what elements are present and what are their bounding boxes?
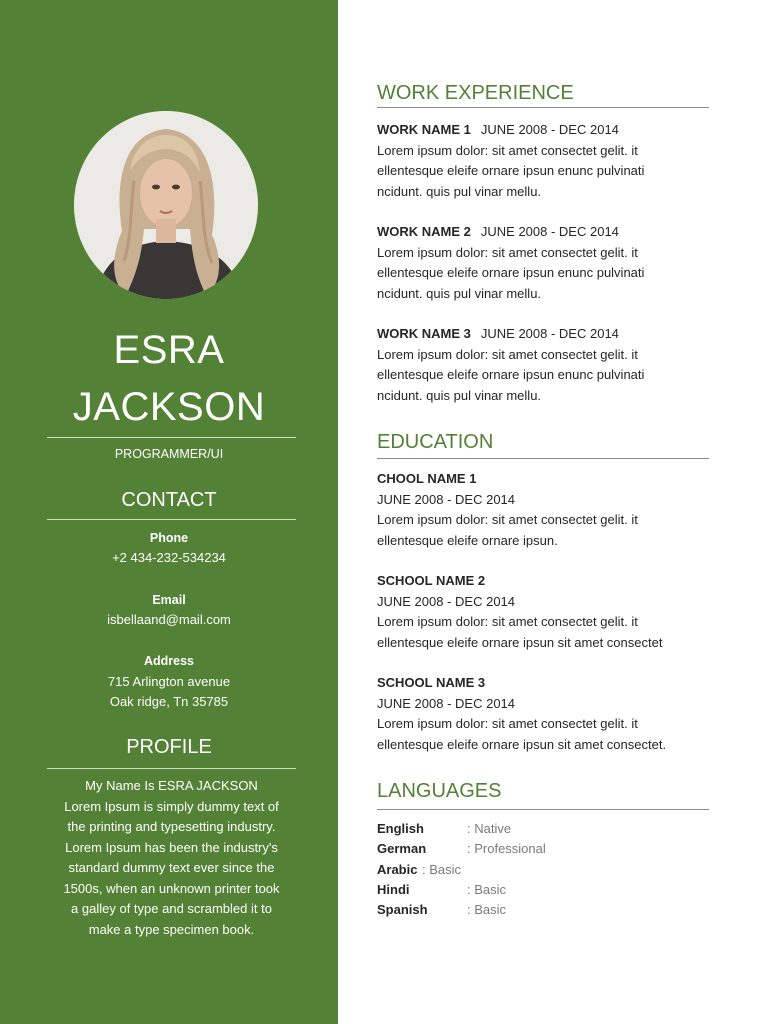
address-line-2: Oak ridge, Tn 35785 (109, 694, 229, 709)
school-desc-line: Lorem ipsum dolor: sit amet consectet gelit. it (377, 614, 638, 629)
work-title: WORK NAME 1 (377, 122, 471, 137)
work-entry (377, 120, 717, 202)
language-level: : Basic (467, 882, 507, 897)
work-entry (377, 222, 717, 304)
section-divider (377, 809, 709, 810)
address-label: Address (143, 654, 195, 668)
school-date: JUNE 2008 - DEC 2014 (377, 695, 516, 711)
work-desc-line: Lorem ipsum dolor: sit amet consectet gelit. it (377, 244, 638, 260)
school-date: JUNE 2008 - DEC 2014 (377, 593, 516, 609)
school-name: SCHOOL NAME 3 (377, 675, 486, 690)
profile-text (47, 776, 296, 940)
profile-line: Lorem Ipsum has been the industry's (65, 839, 278, 855)
work-desc-line: ncidunt. quis pul vinar mellu. (377, 285, 542, 301)
school-name: CHOOL NAME 1 (377, 471, 477, 486)
contact-heading: CONTACT (121, 489, 217, 511)
sidebar (0, 0, 338, 1024)
profile-line: a galley of type and scrambled it to (71, 901, 272, 916)
section-divider (377, 107, 709, 108)
work-desc-line: ellentesque eleife ornare ipsun enunc pulvinati (377, 367, 645, 382)
profile-line: 1500s, when an unknown printer took (63, 880, 280, 896)
work-desc-line: Lorem ipsum dolor: sit amet consectet gelit. it (377, 142, 638, 158)
phone-value: +2 434-232-534234 (112, 550, 226, 565)
work-experience-heading: WORK EXPERIENCE (377, 82, 574, 104)
education-entry (377, 673, 717, 755)
profile-heading: PROFILE (126, 736, 212, 758)
school-date: JUNE 2008 - DEC 2014 (377, 491, 516, 507)
work-title: WORK NAME 3 (377, 326, 471, 341)
language-row (377, 819, 511, 839)
work-desc-line: Lorem ipsum dolor: sit amet consectet gelit. it (377, 346, 638, 362)
language-level: : Basic (422, 862, 462, 877)
education-heading: EDUCATION (377, 431, 494, 453)
language-name: Arabic (377, 862, 418, 877)
language-row (377, 880, 506, 900)
language-level: : Native (467, 821, 512, 836)
work-date: JUNE 2008 - DEC 2014 (480, 224, 619, 239)
section-divider (377, 458, 709, 459)
work-date: JUNE 2008 - DEC 2014 (480, 122, 619, 137)
school-desc-line: Lorem ipsum dolor: sit amet consectet gelit. it (377, 512, 638, 527)
work-desc-line: ncidunt. quis pul vinar mellu. (377, 387, 542, 403)
language-row (377, 900, 506, 920)
languages-heading: LANGUAGES (377, 780, 502, 802)
work-desc-line: ellentesque eleife ornare ipsun enunc pulvinati (377, 265, 645, 280)
profile-line: standard dummy text ever since the (68, 860, 275, 875)
school-desc-line: ellentesque eleife ornare ipsun sit amet consectet (377, 634, 663, 650)
language-level: : Basic (467, 902, 507, 917)
work-desc-line: ncidunt. quis pul vinar mellu. (377, 183, 542, 199)
work-title: WORK NAME 2 (377, 224, 471, 239)
email-label: Email (152, 593, 186, 607)
language-name: German (377, 841, 427, 856)
profile-photo (74, 111, 258, 299)
profile-line: the printing and typesetting industry. (67, 819, 276, 834)
profile-line: My Name Is ESRA JACKSON (85, 778, 258, 793)
work-date: JUNE 2008 - DEC 2014 (480, 326, 619, 341)
language-row (377, 839, 546, 859)
education-entry (377, 469, 717, 551)
job-title: PROGRAMMER/UI (114, 447, 224, 461)
language-name: Hindi (377, 882, 410, 897)
language-name: English (377, 821, 424, 836)
last-name: JACKSON (72, 385, 266, 429)
divider (47, 437, 296, 438)
email-value: isbellaand@mail.com (107, 612, 231, 627)
language-name: Spanish (377, 902, 428, 917)
profile-line: Lorem Ipsum is simply dummy text of (64, 798, 279, 814)
first-name: ESRA (113, 328, 225, 372)
education-entry (377, 571, 717, 653)
divider (47, 768, 296, 769)
phone-label: Phone (149, 531, 189, 545)
work-desc-line: ellentesque eleife ornare ipsun enunc pulvinati (377, 163, 645, 178)
work-entry (377, 324, 717, 406)
language-level: : Professional (467, 841, 546, 856)
profile-line: make a type specimen book. (88, 921, 255, 937)
portrait-image (74, 111, 258, 299)
school-desc-line: Lorem ipsum dolor: sit amet consectet gelit. it (377, 716, 638, 731)
divider (47, 519, 296, 520)
address-line-1: 715 Arlington avenue (107, 674, 231, 689)
language-row (377, 860, 461, 880)
school-name: SCHOOL NAME 2 (377, 573, 486, 588)
school-desc-line: ellentesque eleife ornare ipsun. (377, 532, 558, 548)
school-desc-line: ellentesque eleife ornare ipsun sit amet consectet. (377, 736, 667, 752)
